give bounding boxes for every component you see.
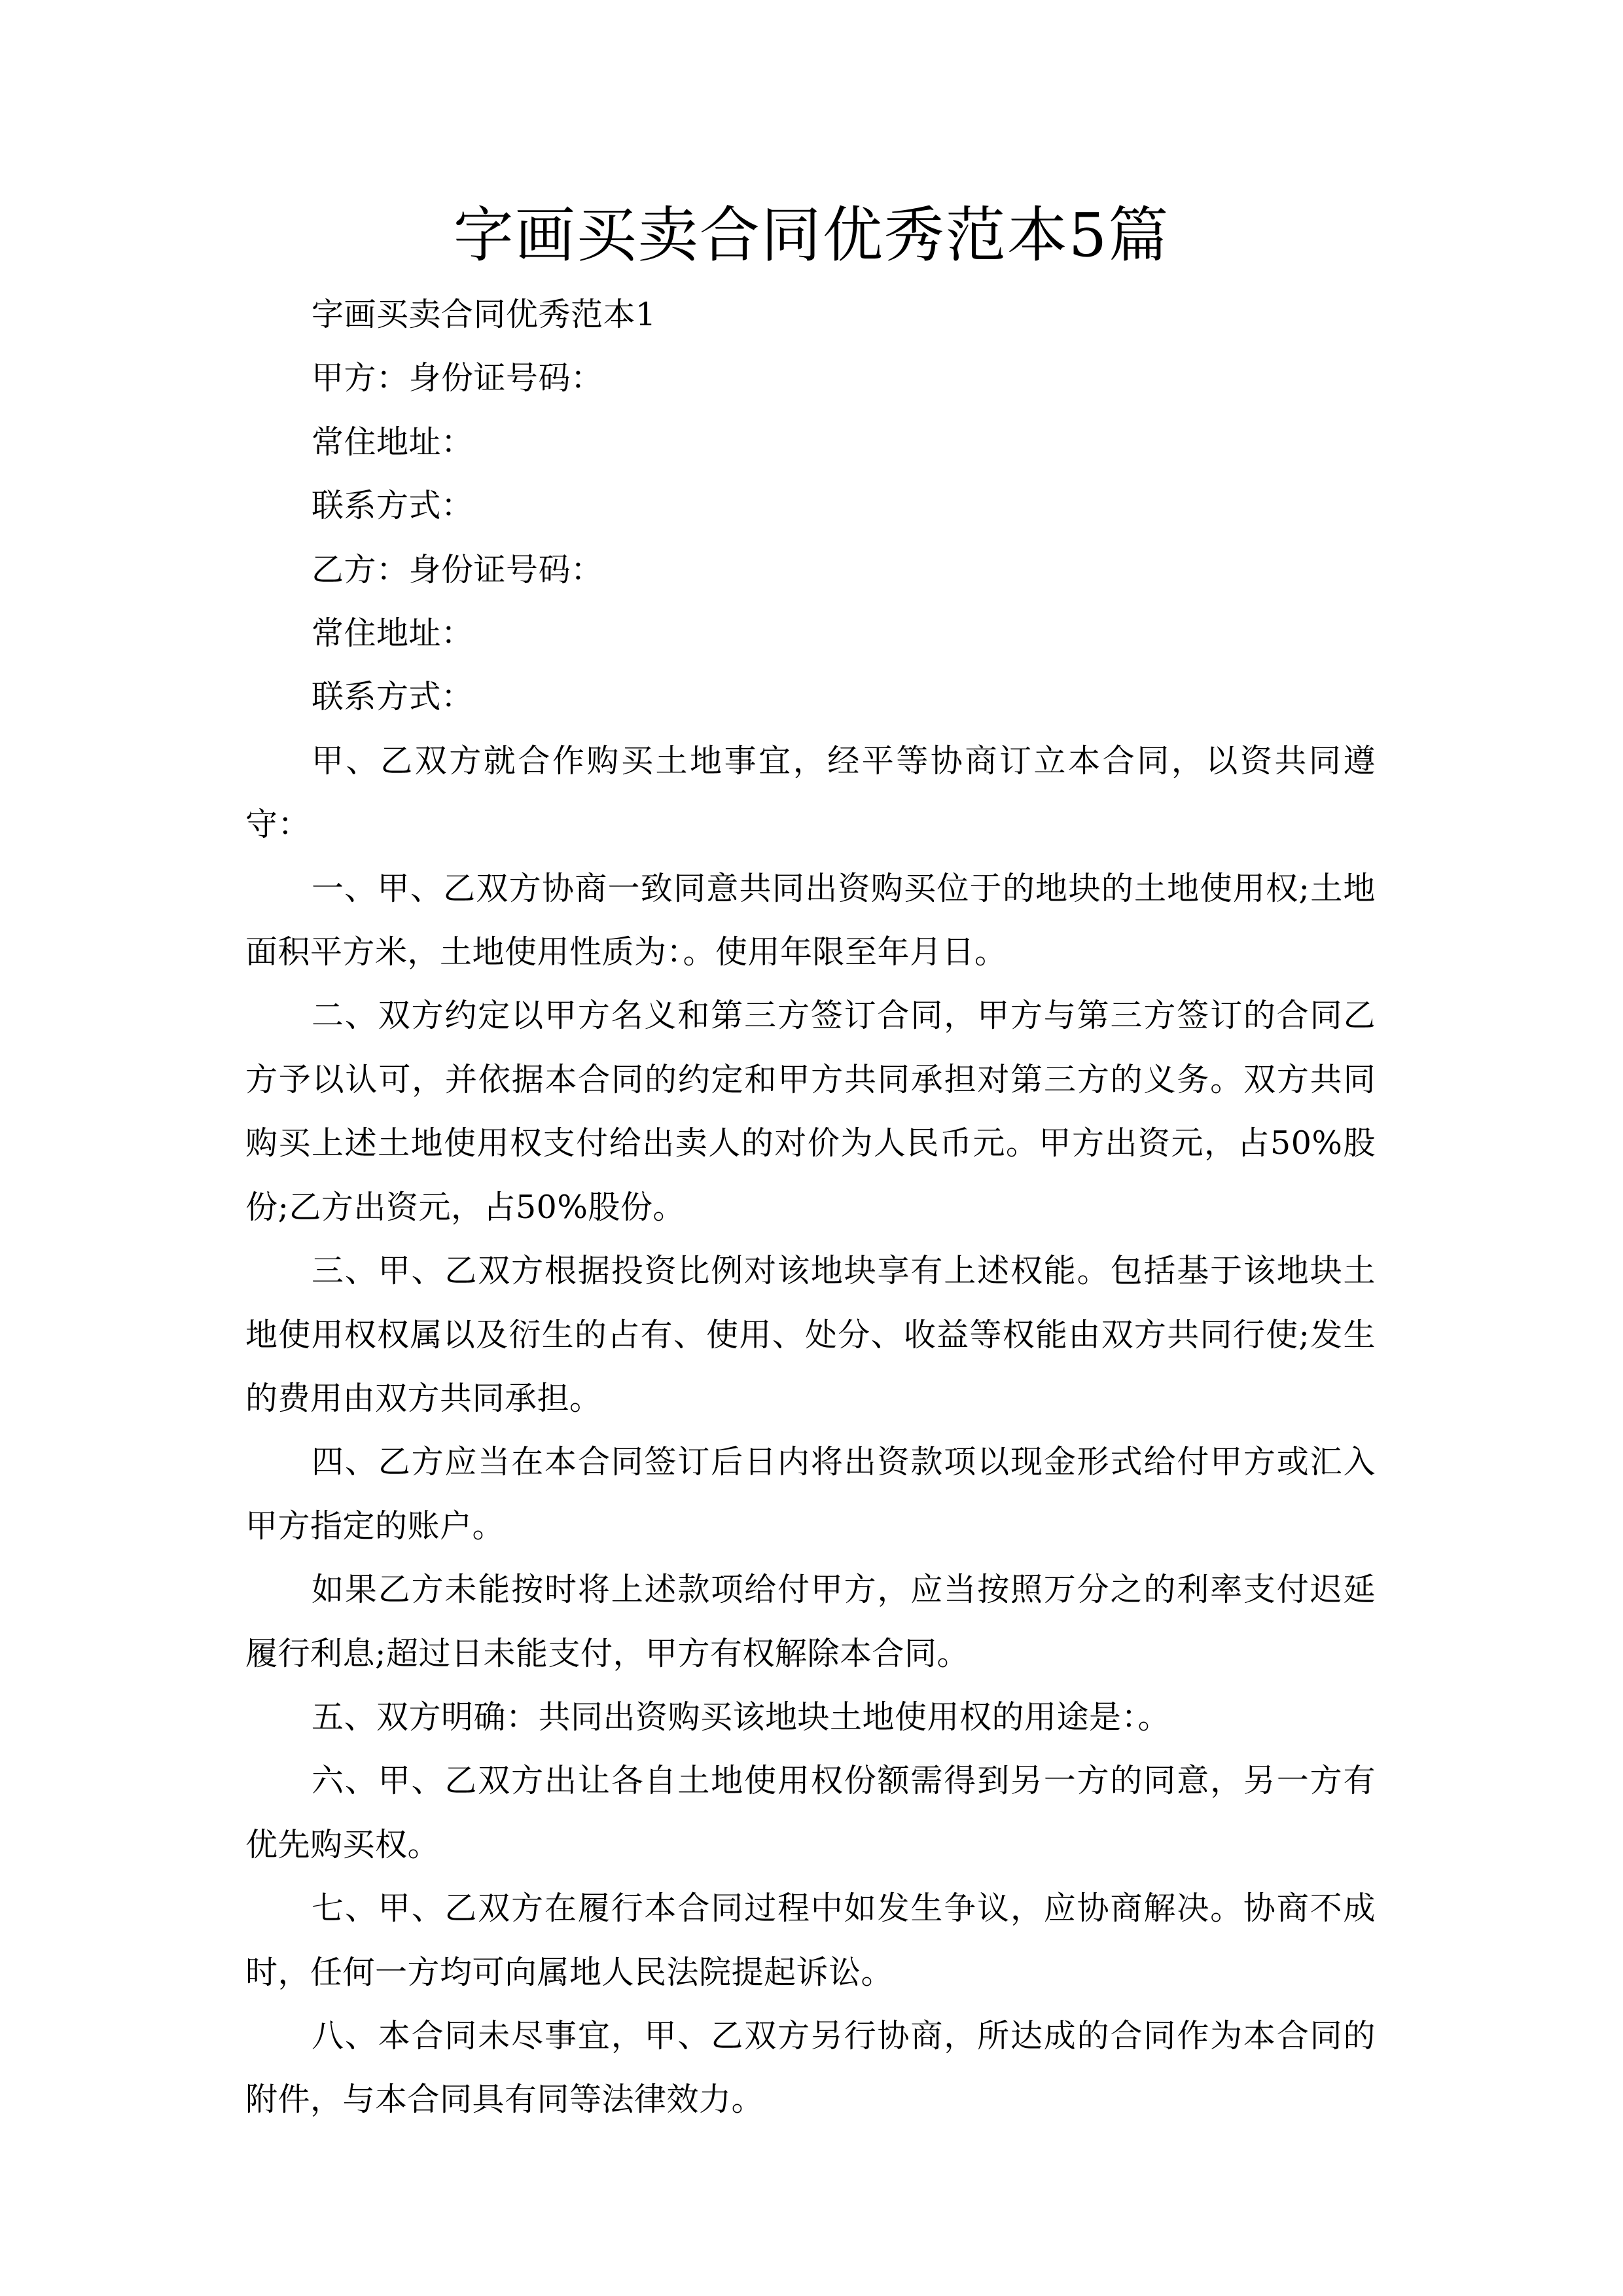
party-a-address: 常住地址： [312,423,474,461]
document-title: 字画买卖合同优秀范本5篇 [453,200,1170,270]
clause-4: 四、乙方应当在本合同签订后日内将出资款项以现金形式给付甲方或汇入甲方指定的账户。 [245,1443,1376,1545]
clause-4-penalty: 如果乙方未能按时将上述款项给付甲方，应当按照万分之的利率支付迟延履行利息;超过日未能支付，甲方有权解除本合同。 [245,1571,1376,1672]
clause-1: 一、甲、乙双方协商一致同意共同出资购买位于的地块的土地使用权;土地面积平方米，土地使用性质为：。使用年限至年月日。 [245,869,1376,971]
clause-2: 二、双方约定以甲方名义和第三方签订合同，甲方与第三方签订的合同乙方予以认可，并依据本合同的约定和甲方共同承担对第三方的义务。双方共同购买上述土地使用权支付给出卖人的对价为人民币元。甲方出资元，占50%股份;乙方出资元，占50%股份。 [245,997,1376,1226]
clause-5: 五、双方明确：共同出资购买该地块土地使用权的用途是：。 [312,1698,1171,1736]
clause-3: 三、甲、乙双方根据投资比例对该地块享有上述权能。包括基于该地块土地使用权权属以及衍生的占有、使用、处分、收益等权能由双方共同行使;发生的费用由双方共同承担。 [245,1252,1376,1417]
clause-6: 六、甲、乙双方出让各自土地使用权份额需得到另一方的同意，另一方有优先购买权。 [245,1762,1376,1863]
party-a-contact: 联系方式： [312,487,474,525]
clause-8: 八、本合同未尽事宜，甲、乙双方另行协商，所达成的合同作为本合同的附件，与本合同具有同等法律效力。 [245,2017,1376,2119]
party-b-contact: 联系方式： [312,678,474,716]
preamble: 甲、乙双方就合作购买土地事宜，经平等协商订立本合同，以资共同遵守： [245,742,1376,844]
clause-7: 七、甲、乙双方在履行本合同过程中如发生争议，应协商解决。协商不成时，任何一方均可向属地人民法院提起诉讼。 [245,1890,1376,1991]
document-body [245,283,1376,2132]
party-b-address: 常住地址： [312,615,474,653]
party-a-id: 甲方：身份证号码： [312,359,603,397]
party-b-id: 乙方：身份证号码： [312,550,603,588]
section-heading: 字画买卖合同优秀范本1 [312,296,656,333]
